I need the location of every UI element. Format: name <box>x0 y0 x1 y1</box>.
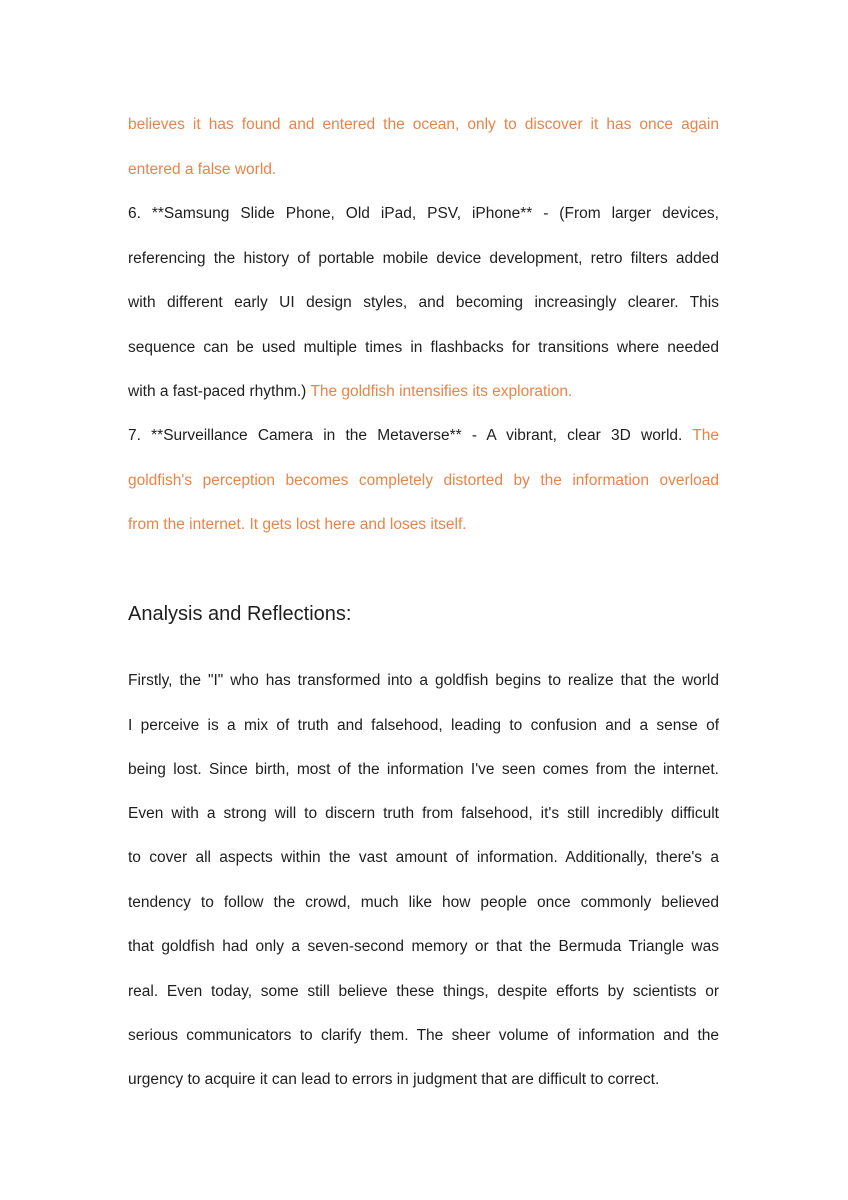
section-heading: Analysis and Reflections: <box>128 603 352 625</box>
item7-line-1 <box>128 424 719 448</box>
analysis-line-5: to cover all aspects within the vast amount of information. Additionally, there's a <box>128 849 719 866</box>
item6-line-5 <box>128 380 719 404</box>
analysis-line-10: urgency to acquire it can lead to errors in judgment that are difficult to correct. <box>128 1071 660 1088</box>
analysis-line-1: Firstly, the "I" who has transformed into a goldfish begins to realize that the world <box>128 672 719 689</box>
analysis-line-7: that goldfish had only a seven-second memory or that the Bermuda Triangle was <box>128 938 719 955</box>
intro-line-1: believes it has found and entered the ocean, only to discover it has once again <box>128 116 719 133</box>
item7-line-3: from the internet. It gets lost here and loses itself. <box>128 516 467 533</box>
item6-line-2: referencing the history of portable mobile device development, retro filters added <box>128 250 719 267</box>
analysis-line-3: being lost. Since birth, most of the information I've seen comes from the internet. <box>128 761 719 778</box>
intro-line-2: entered a false world. <box>128 161 277 178</box>
analysis-line-2: I perceive is a mix of truth and falsehood, leading to confusion and a sense of <box>128 717 719 734</box>
analysis-line-8: real. Even today, some still believe these things, despite efforts by scientists or <box>128 983 719 1000</box>
item7-line-2: goldfish's perception becomes completely distorted by the information overload <box>128 472 719 489</box>
analysis-line-6: tendency to follow the crowd, much like how people once commonly believed <box>128 894 719 911</box>
item6-line-3: with different early UI design styles, and becoming increasingly clearer. This <box>128 294 719 311</box>
analysis-line-9: serious communicators to clarify them. The sheer volume of information and the <box>128 1027 719 1044</box>
analysis-line-4: Even with a strong will to discern truth from falsehood, it's still incredibly difficult <box>128 805 719 822</box>
item6-line-4: sequence can be used multiple times in flashbacks for transitions where needed <box>128 339 719 356</box>
item7-line-1-highlight: The <box>692 427 719 444</box>
item6-line-5-plain: with a fast-paced rhythm.) <box>128 383 311 400</box>
item6-line-5-highlight: The goldfish intensifies its exploration. <box>310 383 573 400</box>
item6-line-1: 6. **Samsung Slide Phone, Old iPad, PSV, iPhone** - (From larger devices, <box>128 205 719 222</box>
item7-line-1-plain: 7. **Surveillance Camera in the Metaverse** - A vibrant, clear 3D world. <box>128 427 693 444</box>
